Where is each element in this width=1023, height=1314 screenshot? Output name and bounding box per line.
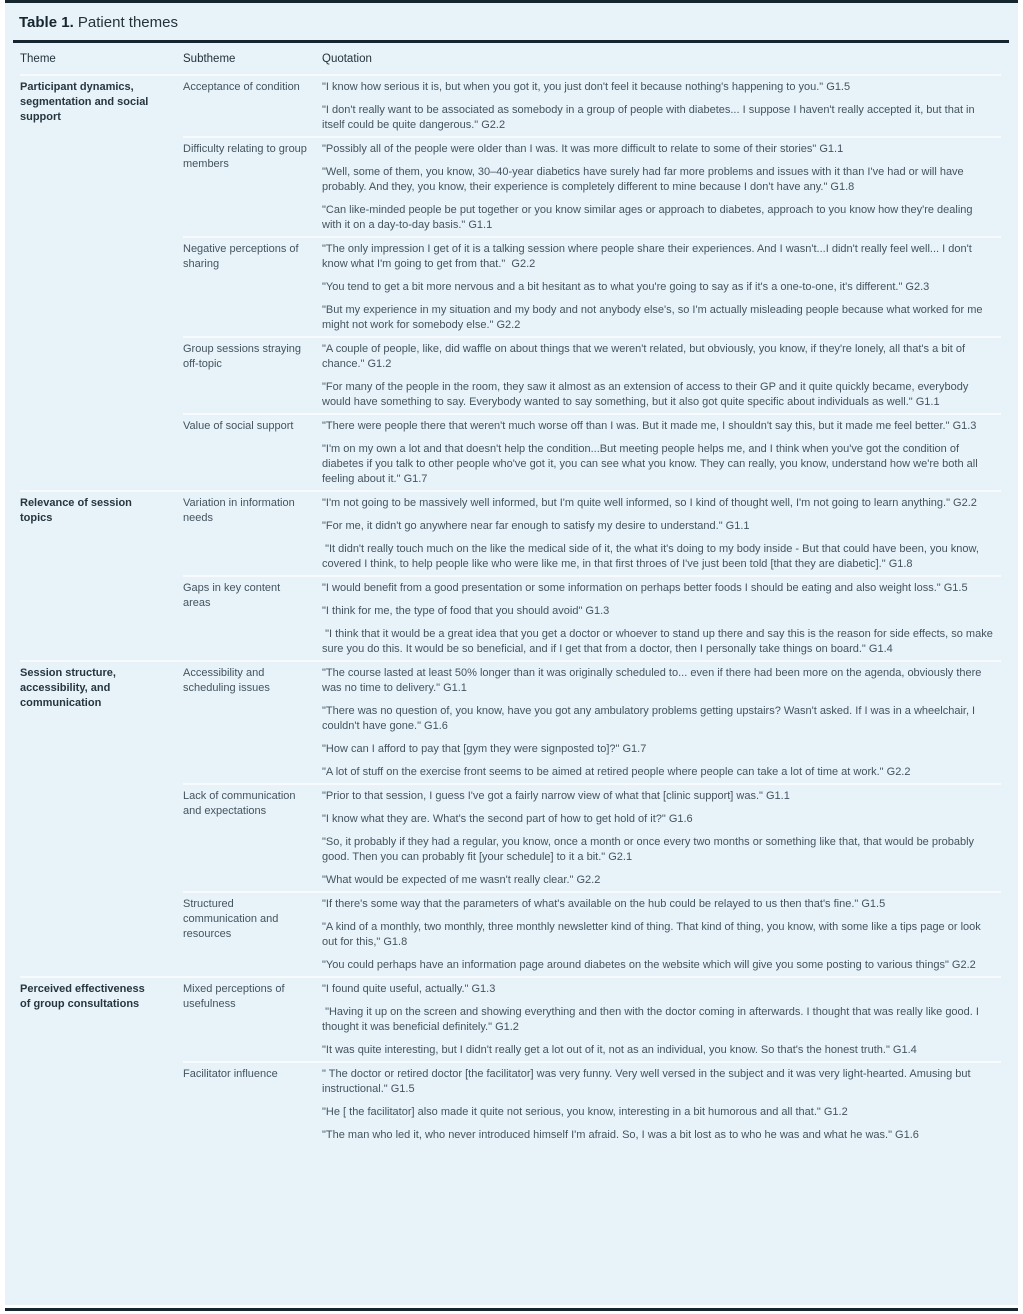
quotation: " The doctor or retired doctor [the facilitator] was very funny. Very well versed in the subject and it was very light-hearted. Amusing but instructional." G1.5 [322,1068,974,1095]
quotation: "It didn't really touch much on the like the medical side of it, the what it's doing to my body inside - But that could have been, you know, covered I think, to help people like who were like me, in that first throes of I've just been told [that they are diabetic]." G1.8 [322,543,982,570]
quotation: "So, it probably if they had a regular, you know, once a month or once every two months or something like that, that would be probably good. Then you can probably fit [your schedule] to it a bit." G2.1 [322,836,978,863]
quotation-cell [322,892,1001,977]
table-row [20,491,1001,576]
quotation-cell [322,977,1001,1062]
subtheme-cell: Structured communication and resources [183,892,322,977]
quotation: "He [ the facilitator] also made it quite not serious, you know, interesting in a bit humorous and all that." G1.2 [322,1106,848,1118]
quotation: "Well, some of them, you know, 30–40-year diabetics have surely had far more problems and issues with it than I've had or will have probably. And they, you know, their experience is completely different to mine because I don't have any." G1.8 [322,166,967,193]
subtheme-cell: Group sessions straying off-topic [183,337,322,414]
subtheme-cell: Value of social support [183,414,322,491]
patient-themes-table [20,43,1001,1146]
subtheme-cell: Negative perceptions of sharing [183,237,322,337]
quotation: "The man who led it, who never introduced himself I'm afraid. So, I was a bit lost as to who he was and what he was." G1.6 [322,1129,919,1141]
subtheme-cell: Lack of communication and expectations [183,784,322,892]
subtheme-cell: Gaps in key content areas [183,576,322,661]
subtheme-cell: Acceptance of condition [183,81,300,93]
table-header [20,43,1001,75]
table-title [5,3,1018,40]
quotation: "Possibly all of the people were older than I was. It was more difficult to relate to some of their stories" G1.1 [322,143,844,155]
theme-cell: Perceived effectiveness of group consultations [20,977,183,1146]
quotation: "What would be expected of me wasn't really clear." G2.2 [322,874,601,886]
theme-cell: Relevance of session topics [20,491,183,661]
quotation: "Can like-minded people be put together or you know similar ages or approach to diabetes, approach to you know how they're dealing with it on a day-to-day basis." G1.1 [322,204,976,231]
subtheme-cell: Difficulty relating to group members [183,137,322,237]
theme-cell: Session structure, accessibility, and communication [20,661,183,977]
quotation-cell [322,137,1001,237]
quotation: "A lot of stuff on the exercise front seems to be aimed at retired people where people can take a lot of time at work." G2.2 [322,766,911,778]
quotation-cell [322,661,1001,784]
subtheme-cell: Facilitator influence [183,1062,322,1146]
quotation: "The only impression I get of it is a talking session where people share their experiences. And I wasn't...I didn't really feel well... I don't know what I'm going to get from that." G2.2 [322,243,975,270]
quotation: "For me, it didn't go anywhere near far enough to satisfy my desire to understand." G1.1 [322,520,750,532]
quotation: "But my experience in my situation and my body and not anybody else's, so I'm actually misleading people because what worked for me might not work for somebody else." G2.2 [322,304,986,331]
quotation-cell [322,1062,1001,1146]
quotation-cell [322,784,1001,892]
table-container [5,0,1018,1305]
quotation: "Having it up on the screen and showing everything and then with the doctor coming in afterwards. I thought that was really like good. I thought it was beneficial definitely." G1.2 [322,1006,983,1033]
quotation: "If there's some way that the parameters of what's available on the hub could be relayed to us then that's fine." G1.5 [322,898,886,910]
table-row [20,75,1001,137]
quotation-cell [322,75,1001,137]
quotation: "How can I afford to pay that [gym they were signposted to]?" G1.7 [322,743,647,755]
quotation: "The course lasted at least 50% longer than it was originally scheduled to... even if there had been more on the agenda, obviously there was no time to delivery." G1.1 [322,667,985,694]
table-body [20,75,1001,1146]
quotation: "You could perhaps have an information page around diabetes on the website which will give you some posting to various things" G2.2 [322,959,976,971]
quotation: "I know what they are. What's the second part of how to get hold of it?" G1.6 [322,813,693,825]
quotation: "I know how serious it is, but when you got it, you just don't feel it because nothing's happening to you." G1.5 [322,81,851,93]
quotation-cell [322,491,1001,576]
quotation: "I would benefit from a good presentation or some information on perhaps better foods I should be eating and also weight loss." G1.5 [322,582,968,594]
quotation-cell [322,237,1001,337]
quotation: "There were people there that weren't much worse off than I was. But it made me, I shouldn't say this, but it made me feel better." G1.3 [322,420,977,432]
quotation: "Prior to that session, I guess I've got a fairly narrow view of what that [clinic support] was." G1.1 [322,790,790,802]
quotation: "I don't really want to be associated as somebody in a group of people with diabetes... I suppose I haven't really accepted it, but that in itself could be quite dangerous." G2.2 [322,104,978,131]
column-header-subtheme: Subtheme [183,43,322,75]
quotation: "It was quite interesting, but I didn't really get a lot out of it, not as an individual, you know. So that's the honest truth." G1.4 [322,1044,917,1056]
quotation-cell [322,576,1001,661]
quotation: "For many of the people in the room, they saw it almost as an extension of access to their GP and it quite quickly became, everybody would have something to say. Everybody wanted to say something, but it also got quite specific about individuals as well." G1.1 [322,381,972,408]
quotation: "There was no question of, you know, have you got any ambulatory problems getting upstairs? Wasn't asked. If I was in a wheelchair, I couldn't have gone." G1.6 [322,705,979,732]
quotation-cell [322,337,1001,414]
quotation: "I'm on my own a lot and that doesn't help the condition...But meeting people helps me, and I think when you've got the condition of diabetes if you talk to other people who've got it, you can see what you know. They can really, you know, understand how we're both all feeling about it." G1.7 [322,443,981,485]
quotation: "A couple of people, like, did waffle on about things that we weren't related, but obviously, you know, if they're lonely, all that's a bit of chance." G1.2 [322,343,969,370]
quotation-cell [322,414,1001,491]
table-row [20,977,1001,1062]
quotation: "A kind of a monthly, two monthly, three monthly newsletter kind of thing. That kind of thing, you know, with some like a tips page or look out for this," G1.8 [322,921,984,948]
subtheme-cell: Variation in information needs [183,491,322,576]
table-caption: Patient themes [77,14,178,31]
quotation: "I think for me, the type of food that you should avoid" G1.3 [322,605,610,617]
quotation: "I'm not going to be massively well informed, but I'm quite well informed, so I kind of thought well, I'm not going to learn anything." G2.2 [322,497,977,509]
bottom-rule [5,1308,1018,1311]
subtheme-cell: Mixed perceptions of usefulness [183,977,322,1062]
column-header-quotation: Quotation [322,43,1001,75]
quotation: "You tend to get a bit more nervous and a bit hesitant as to what you're going to say as if it's a one-to-one, it's different." G2.3 [322,281,930,293]
quotation: "I think that it would be a great idea that you get a doctor or whoever to stand up there and say this is the reason for side effects, so make sure you do this. It would be so beneficial, and if I get that from a doctor, then I personally take things on board." G1.4 [322,628,996,655]
table-row [20,661,1001,784]
column-header-theme: Theme [20,43,183,75]
quotation: "I found quite useful, actually." G1.3 [322,983,496,995]
table-number: Table 1. [19,14,74,31]
subtheme-cell: Accessibility and scheduling issues [183,661,322,784]
theme-cell: Participant dynamics, segmentation and social support [20,81,149,123]
